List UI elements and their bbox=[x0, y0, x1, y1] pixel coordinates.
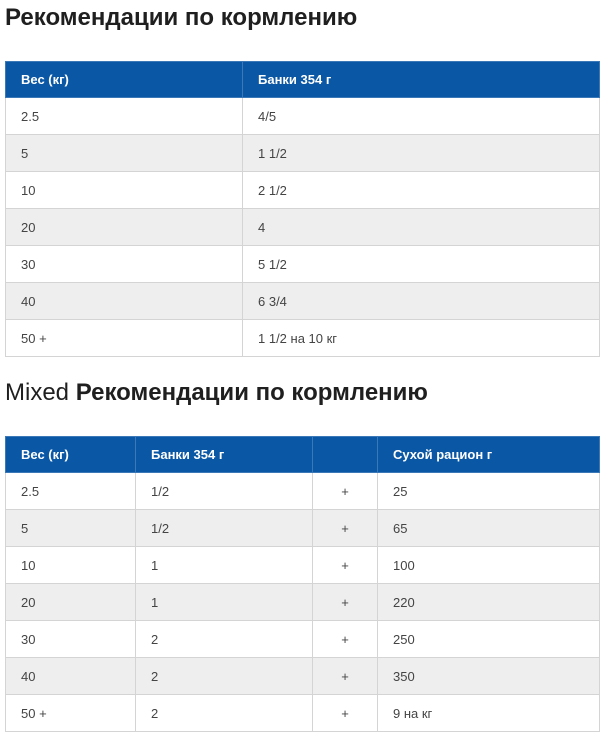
cans-cell: 1/2 bbox=[136, 473, 313, 510]
feeding-table bbox=[5, 61, 600, 357]
plus-cell: + bbox=[313, 547, 378, 584]
table-row bbox=[6, 246, 600, 283]
plus-cell: + bbox=[313, 621, 378, 658]
cans-cell: 5 1/2 bbox=[243, 246, 600, 283]
table-row bbox=[6, 209, 600, 246]
cans-cell: 4 bbox=[243, 209, 600, 246]
column-header-weight: Вес (кг) bbox=[6, 62, 243, 98]
cans-cell: 1/2 bbox=[136, 510, 313, 547]
cans-cell: 6 3/4 bbox=[243, 283, 600, 320]
weight-cell: 30 bbox=[6, 246, 243, 283]
weight-cell: 20 bbox=[6, 209, 243, 246]
table-header-row bbox=[6, 62, 600, 98]
title-prefix: Mixed bbox=[5, 379, 70, 406]
feeding-title: Рекомендации по кормлению bbox=[5, 4, 358, 31]
column-header-dry-food: Сухой рацион г bbox=[378, 437, 600, 473]
column-header-plus bbox=[313, 437, 378, 473]
column-header-cans: Банки 354 г bbox=[136, 437, 313, 473]
table-row bbox=[6, 695, 600, 732]
table-row bbox=[6, 621, 600, 658]
cans-cell: 2 bbox=[136, 695, 313, 732]
cans-cell: 1 bbox=[136, 547, 313, 584]
cans-cell: 1 bbox=[136, 584, 313, 621]
weight-cell: 20 bbox=[6, 584, 136, 621]
weight-cell: 50 + bbox=[6, 320, 243, 357]
weight-cell: 5 bbox=[6, 510, 136, 547]
plus-cell: + bbox=[313, 510, 378, 547]
weight-cell: 5 bbox=[6, 135, 243, 172]
cans-cell: 4/5 bbox=[243, 98, 600, 135]
table-row bbox=[6, 172, 600, 209]
dry-food-cell: 9 на кг bbox=[378, 695, 600, 732]
weight-cell: 30 bbox=[6, 621, 136, 658]
plus-cell: + bbox=[313, 695, 378, 732]
weight-cell: 50 + bbox=[6, 695, 136, 732]
table-header-row bbox=[6, 437, 600, 473]
dry-food-cell: 100 bbox=[378, 547, 600, 584]
column-header-weight: Вес (кг) bbox=[6, 437, 136, 473]
cans-cell: 1 1/2 на 10 кг bbox=[243, 320, 600, 357]
cans-cell: 2 bbox=[136, 658, 313, 695]
table-row bbox=[6, 584, 600, 621]
weight-cell: 40 bbox=[6, 283, 243, 320]
mixed-feeding-table bbox=[5, 436, 600, 732]
weight-cell: 2.5 bbox=[6, 473, 136, 510]
dry-food-cell: 220 bbox=[378, 584, 600, 621]
dry-food-cell: 65 bbox=[378, 510, 600, 547]
mixed-feeding-title bbox=[5, 379, 428, 407]
plus-cell: + bbox=[313, 658, 378, 695]
table-row bbox=[6, 98, 600, 135]
dry-food-cell: 25 bbox=[378, 473, 600, 510]
table-row bbox=[6, 320, 600, 357]
dry-food-cell: 250 bbox=[378, 621, 600, 658]
title-main: Рекомендации по кормлению bbox=[75, 379, 428, 406]
column-header-cans: Банки 354 г bbox=[243, 62, 600, 98]
weight-cell: 10 bbox=[6, 172, 243, 209]
plus-cell: + bbox=[313, 473, 378, 510]
table-row bbox=[6, 510, 600, 547]
table-row bbox=[6, 547, 600, 584]
plus-cell: + bbox=[313, 584, 378, 621]
cans-cell: 2 bbox=[136, 621, 313, 658]
weight-cell: 10 bbox=[6, 547, 136, 584]
table-row bbox=[6, 473, 600, 510]
weight-cell: 40 bbox=[6, 658, 136, 695]
dry-food-cell: 350 bbox=[378, 658, 600, 695]
cans-cell: 1 1/2 bbox=[243, 135, 600, 172]
weight-cell: 2.5 bbox=[6, 98, 243, 135]
cans-cell: 2 1/2 bbox=[243, 172, 600, 209]
table-row bbox=[6, 658, 600, 695]
table-row bbox=[6, 135, 600, 172]
table-row bbox=[6, 283, 600, 320]
